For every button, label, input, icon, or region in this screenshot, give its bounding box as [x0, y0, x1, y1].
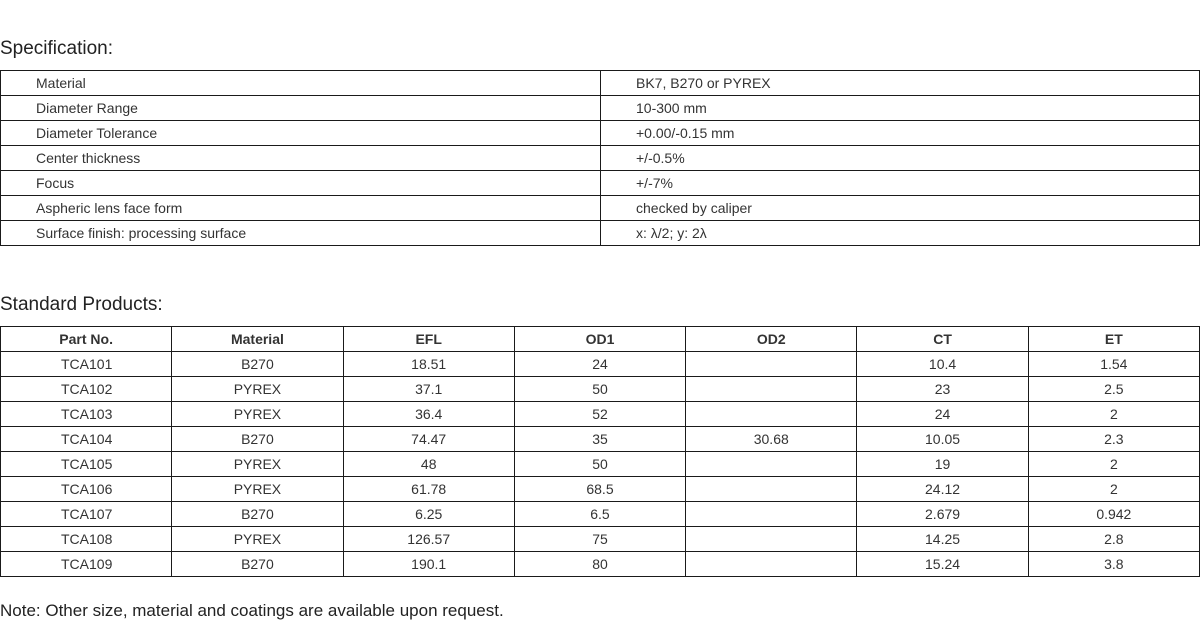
table-cell: 1.54	[1028, 352, 1199, 377]
table-cell: 80	[514, 552, 685, 577]
column-header: Material	[172, 327, 343, 352]
specification-table	[0, 70, 1200, 246]
table-cell: 190.1	[343, 552, 514, 577]
table-cell: 6.25	[343, 502, 514, 527]
table-cell: 24.12	[857, 477, 1028, 502]
spec-value: +/-0.5%	[601, 146, 1200, 171]
table-body	[1, 352, 1200, 577]
table-row	[1, 502, 1200, 527]
table-row	[1, 352, 1200, 377]
table-row	[1, 527, 1200, 552]
column-header: OD1	[514, 327, 685, 352]
table-cell: TCA102	[1, 377, 172, 402]
table-cell: B270	[172, 427, 343, 452]
table-cell: 15.24	[857, 552, 1028, 577]
table-cell: TCA105	[1, 452, 172, 477]
column-header: Part No.	[1, 327, 172, 352]
specification-heading: Specification:	[0, 38, 114, 59]
table-cell: 68.5	[514, 477, 685, 502]
availability-note: Note: Other size, material and coatings are available upon request.	[0, 601, 504, 620]
table-cell: TCA107	[1, 502, 172, 527]
standard-products-table	[0, 326, 1200, 577]
table-cell: PYREX	[172, 402, 343, 427]
table-cell: 0.942	[1028, 502, 1199, 527]
table-cell: 19	[857, 452, 1028, 477]
table-row	[1, 377, 1200, 402]
table-cell: 14.25	[857, 527, 1028, 552]
table-cell: 10.4	[857, 352, 1028, 377]
table-cell: 126.57	[343, 527, 514, 552]
table-cell	[686, 527, 857, 552]
table-cell: 37.1	[343, 377, 514, 402]
table-cell: 2.5	[1028, 377, 1199, 402]
table-row	[1, 477, 1200, 502]
table-cell: B270	[172, 552, 343, 577]
column-header: OD2	[686, 327, 857, 352]
table-cell: 3.8	[1028, 552, 1199, 577]
spec-row	[1, 96, 1200, 121]
table-cell: TCA108	[1, 527, 172, 552]
spec-row	[1, 71, 1200, 96]
table-cell: 24	[857, 402, 1028, 427]
table-cell: 18.51	[343, 352, 514, 377]
table-cell	[686, 477, 857, 502]
table-cell: 10.05	[857, 427, 1028, 452]
spec-label: Diameter Tolerance	[1, 121, 601, 146]
table-cell: B270	[172, 352, 343, 377]
spec-row	[1, 171, 1200, 196]
spec-label: Material	[1, 71, 601, 96]
spec-value: 10-300 mm	[601, 96, 1200, 121]
table-cell: 2	[1028, 452, 1199, 477]
table-cell	[686, 402, 857, 427]
table-cell: PYREX	[172, 527, 343, 552]
table-cell: TCA103	[1, 402, 172, 427]
table-cell: TCA106	[1, 477, 172, 502]
table-cell: 23	[857, 377, 1028, 402]
spec-label: Aspheric lens face form	[1, 196, 601, 221]
table-row	[1, 427, 1200, 452]
column-header: EFL	[343, 327, 514, 352]
table-cell: 6.5	[514, 502, 685, 527]
table-cell: TCA101	[1, 352, 172, 377]
table-cell	[686, 502, 857, 527]
table-cell: 50	[514, 452, 685, 477]
table-row	[1, 452, 1200, 477]
table-cell: TCA104	[1, 427, 172, 452]
table-cell: 2.8	[1028, 527, 1199, 552]
spec-label: Surface finish: processing surface	[1, 221, 601, 246]
spec-row	[1, 221, 1200, 246]
standard-products-heading: Standard Products:	[0, 294, 163, 315]
spec-value: x: λ/2; y: 2λ	[601, 221, 1200, 246]
table-cell: 35	[514, 427, 685, 452]
table-cell: 2	[1028, 477, 1199, 502]
spec-value: +/-7%	[601, 171, 1200, 196]
table-cell	[686, 377, 857, 402]
table-cell: 48	[343, 452, 514, 477]
table-row	[1, 402, 1200, 427]
table-cell: 24	[514, 352, 685, 377]
spec-label: Diameter Range	[1, 96, 601, 121]
spec-value: BK7, B270 or PYREX	[601, 71, 1200, 96]
spec-label: Center thickness	[1, 146, 601, 171]
table-cell	[686, 352, 857, 377]
table-cell: 74.47	[343, 427, 514, 452]
table-cell: 61.78	[343, 477, 514, 502]
table-cell	[686, 552, 857, 577]
table-cell: PYREX	[172, 377, 343, 402]
table-cell: 2	[1028, 402, 1199, 427]
table-cell: 2.3	[1028, 427, 1199, 452]
column-header: CT	[857, 327, 1028, 352]
table-cell: 75	[514, 527, 685, 552]
table-cell: 50	[514, 377, 685, 402]
table-cell: TCA109	[1, 552, 172, 577]
spec-value: +0.00/-0.15 mm	[601, 121, 1200, 146]
table-header-row	[1, 327, 1200, 352]
table-cell: 30.68	[686, 427, 857, 452]
table-row	[1, 552, 1200, 577]
table-cell: PYREX	[172, 452, 343, 477]
spec-value: checked by caliper	[601, 196, 1200, 221]
spec-row	[1, 121, 1200, 146]
table-cell: 2.679	[857, 502, 1028, 527]
table-cell: PYREX	[172, 477, 343, 502]
spec-row	[1, 146, 1200, 171]
table-cell: 52	[514, 402, 685, 427]
spec-row	[1, 196, 1200, 221]
table-cell	[686, 452, 857, 477]
table-cell: B270	[172, 502, 343, 527]
spec-label: Focus	[1, 171, 601, 196]
column-header: ET	[1028, 327, 1199, 352]
table-cell: 36.4	[343, 402, 514, 427]
